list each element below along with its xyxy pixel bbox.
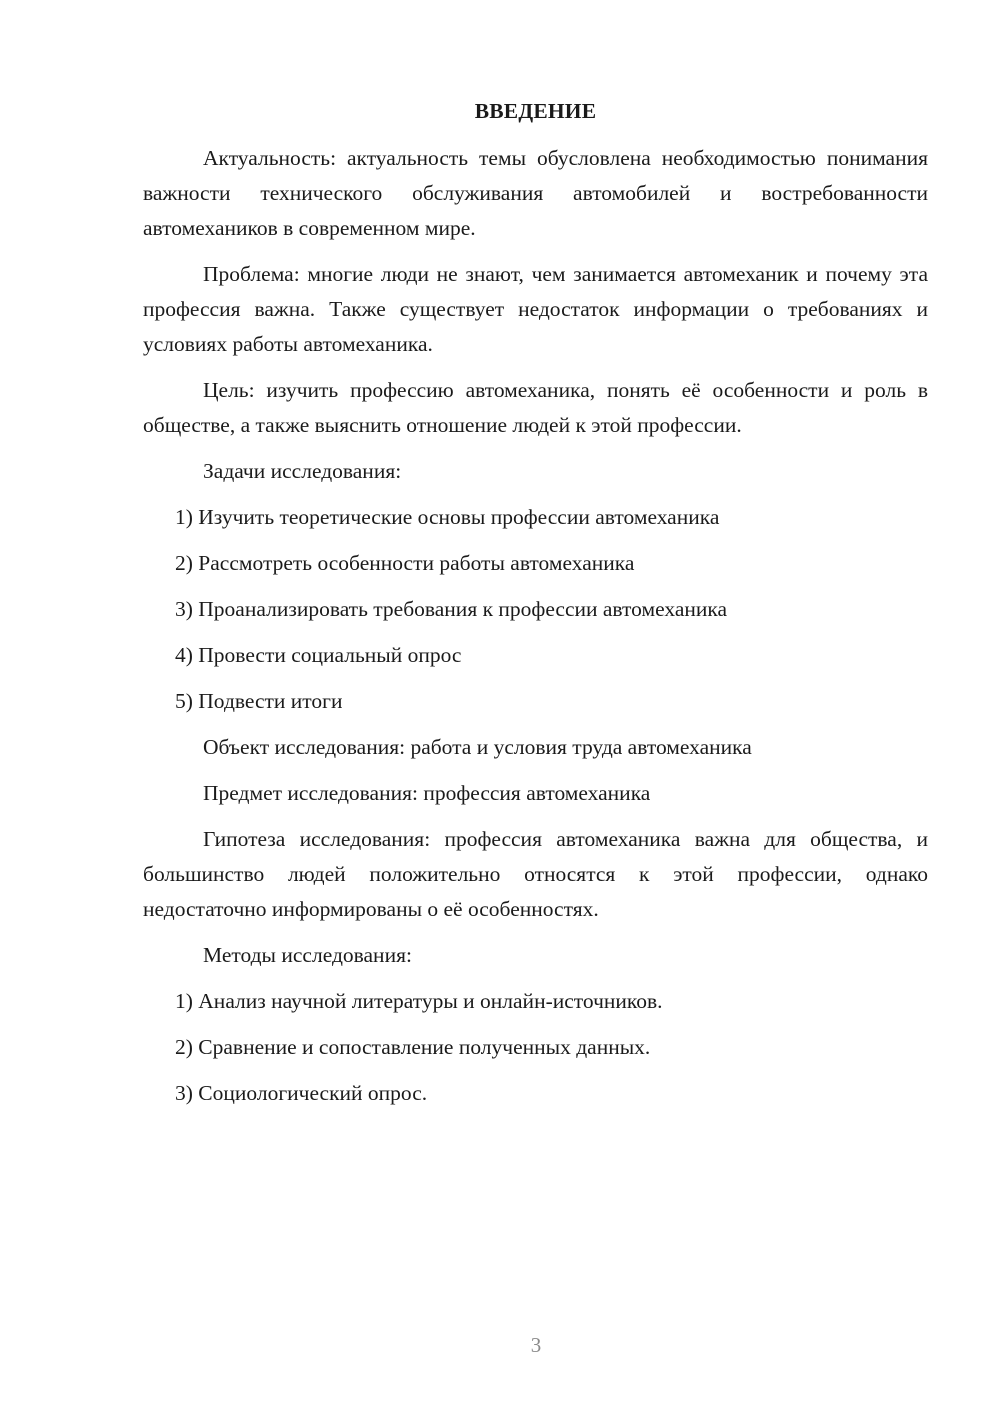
list-item: 1) Анализ научной литературы и онлайн-источников. (175, 989, 663, 1013)
subject-line: Предмет исследования: профессия автомеханика (203, 781, 651, 805)
page-number: 3 (530, 1333, 542, 1357)
tasks-list (143, 500, 928, 719)
methods-list (143, 984, 928, 1111)
methods-heading: Методы исследования: (203, 943, 412, 967)
hypothesis-paragraph: Гипотеза исследования: профессия автомеханика важна для общества, и большинство людей положительно относятся к этой профессии, однако недостаточно информированы о её особенностях. (143, 827, 928, 921)
relevance-paragraph: Актуальность: актуальность темы обусловлена необходимостью понимания важности технического обслуживания автомобилей и востребованности автомехаников в современном мире. (143, 146, 928, 240)
section-title: ВВЕДЕНИЕ (474, 99, 597, 123)
list-item: 2) Сравнение и сопоставление полученных данных. (175, 1035, 651, 1059)
document-page (143, 94, 928, 1122)
list-item: 3) Проанализировать требования к профессии автомеханика (175, 597, 728, 621)
goal-paragraph: Цель: изучить профессию автомеханика, понять её особенности и роль в обществе, а также выяснить отношение людей к этой профессии. (143, 378, 928, 437)
list-item: 5) Подвести итоги (175, 689, 343, 713)
list-item: 3) Социологический опрос. (175, 1081, 428, 1105)
list-item: 2) Рассмотреть особенности работы автомеханика (175, 551, 635, 575)
list-item: 4) Провести социальный опрос (175, 643, 462, 667)
tasks-heading: Задачи исследования: (203, 459, 402, 483)
list-item: 1) Изучить теоретические основы профессии автомеханика (175, 505, 720, 529)
problem-paragraph: Проблема: многие люди не знают, чем занимается автомеханик и почему эта профессия важна. Также существует недостаток информации о требованиях и условиях работы автомеханика. (143, 262, 928, 356)
object-line: Объект исследования: работа и условия труда автомеханика (203, 735, 752, 759)
